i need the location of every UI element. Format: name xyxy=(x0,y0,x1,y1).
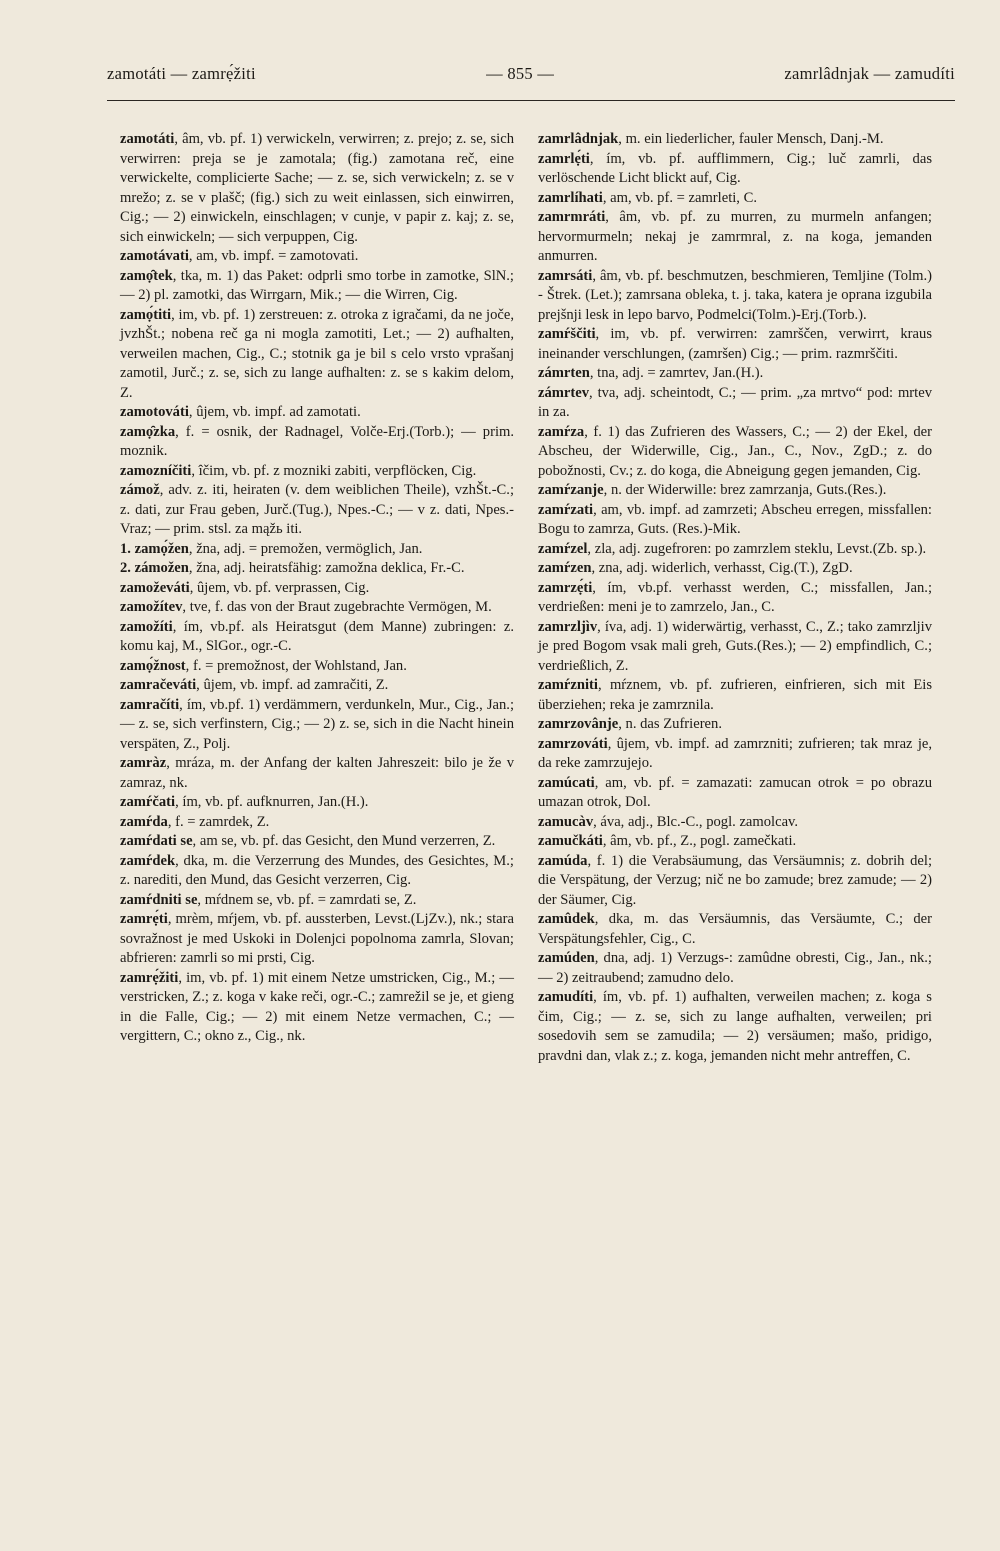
dictionary-entry xyxy=(538,189,932,209)
entry-definition: , m. ein liederlicher, fauler Mensch, Danj.-M. xyxy=(618,131,884,147)
entry-definition: , adv. z. iti, heiraten (v. dem weiblichen Theile), vzhŠt.-C.; z. dati, zur Frau geben, Jurč.(Tug.), Npes.-C.; — v z. dati, Npes.-Vraz; — prim. stsl. za mąžь iti. xyxy=(120,482,514,537)
dictionary-entry xyxy=(538,130,932,150)
entry-definition: , tna, adj. = zamrtev, Jan.(H.). xyxy=(589,365,764,381)
entry-definition: , tve, f. das von der Braut zugebrachte Vermögen, M. xyxy=(182,599,492,615)
entry-definition: , dna, adj. 1) Verzugs-: zamûdne obresti, Cig., Jan., nk.; — 2) zeitraubend; zamudno delo. xyxy=(538,950,932,986)
entry-headword: zamrzljìv xyxy=(538,618,598,635)
entry-definition: , zla, adj. zugefroren: po zamrzlem steklu, Levst.(Zb. sp.). xyxy=(587,540,927,557)
entry-definition: , mŕznem, vb. pf. zufrieren, einfrieren, sich mit Eis überziehen; reka je zamrznila. xyxy=(538,677,932,713)
left-column xyxy=(120,130,514,1047)
entry-headword: zamọ́titi xyxy=(120,306,172,323)
entry-headword: zamrzováti xyxy=(538,735,608,752)
entry-definition: , ûjem, vb. impf. ad zamotati. xyxy=(188,404,361,420)
entry-definition: , zna, adj. widerlich, verhasst, Cig.(T.), ZgD. xyxy=(591,560,853,576)
dictionary-entry xyxy=(538,813,932,833)
dictionary-entry xyxy=(538,384,932,423)
dictionary-entry xyxy=(538,150,932,189)
dictionary-entry xyxy=(538,559,932,579)
dictionary-entry xyxy=(120,910,514,969)
entry-definition: , ím, vb. pf. aufflimmern, Cig.; luč zamrli, das verlöschende Licht blickt auf, Cig. xyxy=(538,150,932,186)
entry-definition: , im, vb. pf. 1) zerstreuen: z. otroka z igračami, da ne joče, jvzhŠt.; nobena reč ga ni mogla zamotiti, Let.; — 2) aufhalten, verweilen machen, Cig., C.; stotnik ga je bil s celo vrsto vprašanj zamotil, Jurč.; z. se, sich zu lange aufhalten: z. se s kakim delom, Z. xyxy=(120,306,514,401)
entry-definition: , žna, adj. = premožen, vermöglich, Jan. xyxy=(188,540,423,557)
dictionary-entry xyxy=(120,793,514,813)
entry-definition: , mŕdnem se, vb. pf. = zamrdati se, Z. xyxy=(197,891,417,908)
entry-headword: zamŕdniti se xyxy=(120,891,198,908)
entry-definition: , ím, vb.pf. verhasst werden, C.; missfallen, Jan.; verdrießen: meni je to zamrzelo, Jan., C. xyxy=(538,579,932,615)
header-right: zamrlâdnjak — zamudíti xyxy=(784,64,955,83)
page-number: — 855 — xyxy=(486,64,555,83)
dictionary-entry xyxy=(120,657,514,677)
dictionary-entry xyxy=(120,832,514,852)
entry-definition: , mrèm, mŕjem, vb. pf. aussterben, Levst.(LjZv.), nk.; stara sovražnost je med Uskoki in Dolenjci popolnoma zamrla, Slovan; abfrieren: zamrli so mi prsti, Cig. xyxy=(120,911,514,966)
entry-headword: zamrẹ́ti xyxy=(120,911,168,927)
dictionary-entry xyxy=(538,325,932,364)
dictionary-entry xyxy=(120,247,514,267)
entry-headword: zamotáti xyxy=(120,131,175,147)
entry-definition: , ûjem, vb. impf. ad zamračiti, Z. xyxy=(196,677,389,693)
entry-headword: zamučkáti xyxy=(538,833,603,849)
entry-headword: zamožítev xyxy=(120,599,183,615)
entry-headword: zamudíti xyxy=(538,989,594,1005)
entry-definition: , im, vb. pf. verwirren: zamrščen, verwirrt, kraus ineinander verschlungen, (zamršen) Cig.; — prim. razmrščiti. xyxy=(538,326,932,362)
entry-definition: , tva, adj. scheintodt, C.; — prim. „za mrtvo“ pod: mrtev in za. xyxy=(538,384,932,420)
dictionary-entry xyxy=(120,969,514,1047)
entry-definition: , âm, vb. pf. 1) verwickeln, verwirren; z. prejo; z. se, sich verwirren: preja se je zamotala; (fig.) zamotana reč, eine verwickelte, complicierte Sache; — z. se, sich verwickeln; z. se v mrežo; z. se v plašč; (fig.) sich zu weit einlassen, sich einwirren, Cig.; — 2) einwickeln, einschlagen; v cunje, v papir z. kaj; z. se, sich einwickeln; — sich verpuppen, Cig. xyxy=(120,131,514,245)
entry-headword: zamŕzel xyxy=(538,540,588,557)
entry-definition: , f. 1) die Verabsäumung, das Versäumnis; z. dobrih del; die Verspätung, der Verzug; nič ne bo zamude; brez zamude; — 2) der Säumer, Cig. xyxy=(538,852,932,908)
entry-definition: , âm, vb. pf. beschmutzen, beschmieren, Temljine (Tolm.) - Štrek. (Let.); zamrsana obleka, t. j. taka, katera je oprana izgubila prejšnji lesk in lepo barvo, Podmelci(Tolm.)-Erj.(Torb.). xyxy=(538,267,932,323)
dictionary-entry xyxy=(120,462,514,482)
entry-definition: , ûjem, vb. pf. verprassen, Cig. xyxy=(189,579,370,596)
entry-headword: zamọ̑tek xyxy=(120,267,173,284)
dictionary-entry xyxy=(120,540,514,560)
dictionary-entry xyxy=(120,676,514,696)
dictionary-entry xyxy=(538,910,932,949)
entry-headword: zamọ̑zka xyxy=(120,423,176,440)
entry-headword: zamŕzniti xyxy=(538,677,598,693)
entry-headword: zamúden xyxy=(538,950,595,966)
entry-definition: , mráza, m. der Anfang der kalten Jahreszeit: bilo je že v zamraz, nk. xyxy=(120,755,514,791)
dictionary-entry xyxy=(120,754,514,793)
dictionary-entry xyxy=(538,774,932,813)
entry-headword: zamúda xyxy=(538,852,588,869)
entry-definition: , ím, vb. pf. 1) aufhalten, verweilen machen; z. koga s čim, Cig.; — z. se, sich zu lange aufhalten, verweilen; pri sosedovih sem se zamudila; — 2) versäumen; mašo, pridigo, pravdni dan, vlak z.; z. koga, jemanden nicht mehr antreffen, C. xyxy=(538,989,932,1064)
entry-headword: zámrtev xyxy=(538,384,590,401)
entry-definition: , tka, m. 1) das Paket: odprli smo torbe in zamotke, SlN.; — 2) pl. zamotki, das Wirrgarn, Mik.; — die Wirren, Cig. xyxy=(120,267,514,303)
dictionary-entry xyxy=(120,813,514,833)
entry-definition: , žna, adj. heiratsfähig: zamožna deklica, Fr.-C. xyxy=(188,560,465,576)
dictionary-entry xyxy=(538,715,932,735)
right-column xyxy=(538,130,932,1066)
dictionary-entry xyxy=(538,676,932,715)
entry-definition: , n. der Widerwille: brez zamrzanja, Guts.(Res.). xyxy=(603,482,887,498)
entry-headword: zamrzẹ́ti xyxy=(538,579,593,596)
entry-definition: , am se, vb. pf. das Gesicht, den Mund verzerren, Z. xyxy=(192,833,496,849)
entry-headword: zamrlíhati xyxy=(538,189,603,206)
dictionary-entry xyxy=(120,559,514,579)
entry-definition: , f. = zamrdek, Z. xyxy=(167,813,270,830)
entry-headword: zamŕzanje xyxy=(538,482,604,498)
dictionary-entry xyxy=(538,832,932,852)
entry-headword: zamucàv xyxy=(538,813,594,830)
entry-headword: zamûdek xyxy=(538,911,595,927)
page-header xyxy=(107,64,955,84)
entry-definition: , ím, vb.pf. 1) verdämmern, verdunkeln, Mur., Cig., Jan.; — z. se, sich verfinstern, Cig.; — 2) z. se, sich in die Nacht hinein verspäten, Z., Polj. xyxy=(120,696,514,752)
entry-headword: zamŕdati se xyxy=(120,833,193,849)
dictionary-entry xyxy=(538,208,932,267)
entry-headword: zamrlâdnjak xyxy=(538,131,619,147)
dictionary-entry xyxy=(538,364,932,384)
dictionary-entry xyxy=(120,481,514,540)
entry-headword: zamrmráti xyxy=(538,209,606,225)
entry-headword: zamrlẹ́ti xyxy=(538,150,590,167)
dictionary-entry xyxy=(538,735,932,774)
dictionary-entry xyxy=(120,891,514,911)
dictionary-entry xyxy=(120,852,514,891)
entry-definition: , ûjem, vb. impf. ad zamrzniti; zufrieren; tak mraz je, da reke zamrzujejo. xyxy=(538,735,932,771)
entry-headword: zamúcati xyxy=(538,774,595,791)
dictionary-entry xyxy=(538,267,932,326)
entry-headword: zamožíti xyxy=(120,618,173,635)
entry-headword: zamračeváti xyxy=(120,677,197,693)
entry-headword: zamŕčati xyxy=(120,794,176,810)
entry-headword: zamoževáti xyxy=(120,579,190,596)
dictionary-entry xyxy=(538,481,932,501)
entry-definition: , f. = premožnost, der Wohlstand, Jan. xyxy=(185,657,407,674)
entry-headword: zamrsáti xyxy=(538,267,593,284)
entry-headword: zámrten xyxy=(538,365,590,381)
entry-headword: zamrẹ́žiti xyxy=(120,969,179,986)
dictionary-entry xyxy=(120,403,514,423)
dictionary-entry xyxy=(538,988,932,1066)
entry-headword: zamŕdek xyxy=(120,852,176,869)
entry-definition: , îčim, vb. pf. z mozniki zabiti, verpflöcken, Cig. xyxy=(191,462,477,479)
entry-headword: zamràz xyxy=(120,755,167,771)
entry-definition: , f. = osnik, der Radnagel, Volče-Erj.(Torb.); — prim. moznik. xyxy=(120,423,514,459)
dictionary-entry xyxy=(538,501,932,540)
dictionary-entry xyxy=(538,423,932,482)
entry-definition: , f. 1) das Zufrieren des Wassers, C.; — 2) der Ekel, der Abscheu, der Widerwille, Cig., Jan., C., Nov., ZgD.; z. do pobožnosti, Cv.; z. do koga, die Abneigung gegen jemanden, Cig. xyxy=(538,423,932,479)
entry-definition: , am, vb. impf. = zamotovati. xyxy=(188,248,359,264)
entry-headword: zamŕzen xyxy=(538,560,592,576)
entry-headword: zamozníčiti xyxy=(120,462,192,479)
entry-definition: , dka, m. das Versäumnis, das Versäumte, C.; der Verspätungsfehler, Cig., C. xyxy=(538,911,932,947)
entry-headword: zamotováti xyxy=(120,404,189,420)
dictionary-entry xyxy=(120,579,514,599)
entry-definition: , ím, vb. pf. aufknurren, Jan.(H.). xyxy=(175,794,369,810)
entry-definition: , am, vb. pf. = zamazati: zamucan otrok = po obrazu umazan otrok, Dol. xyxy=(538,774,932,810)
entry-headword: zamrzovânje xyxy=(538,716,619,732)
entry-headword: zamŕzati xyxy=(538,501,594,518)
entry-definition: , ím, vb.pf. als Heiratsgut (dem Manne) zubringen: z. komu kaj, M., SlGor., ogr.-C. xyxy=(120,618,514,654)
header-rule xyxy=(107,100,955,101)
entry-headword: 2. zámožen xyxy=(120,560,189,576)
entry-definition: , am, vb. impf. ad zamrzeti; Abscheu erregen, missfallen: Bogu to zamrza, Guts. (Res.)-Mik. xyxy=(538,501,932,537)
entry-headword: zamọ́žnost xyxy=(120,657,186,674)
dictionary-entry xyxy=(538,618,932,677)
dictionary-entry xyxy=(538,579,932,618)
dictionary-entry xyxy=(120,130,514,247)
dictionary-entry xyxy=(538,852,932,911)
dictionary-entry xyxy=(120,267,514,306)
entry-headword: zamŕda xyxy=(120,813,168,830)
entry-definition: , âm, vb. pf., Z., pogl. zamečkati. xyxy=(602,833,797,849)
dictionary-entry xyxy=(538,949,932,988)
entry-headword: zamračíti xyxy=(120,696,180,713)
dictionary-entry xyxy=(120,306,514,404)
entry-definition: , am, vb. pf. = zamrleti, C. xyxy=(602,189,757,206)
dictionary-entry xyxy=(120,696,514,755)
header-left: zamotáti — zamrẹ́žiti xyxy=(107,64,256,83)
entry-headword: zamŕščiti xyxy=(538,326,596,342)
entry-headword: 1. zamọ́žen xyxy=(120,540,189,557)
entry-definition: , áva, adj., Blc.-C., pogl. zamolcav. xyxy=(593,813,799,830)
entry-definition: , n. das Zufrieren. xyxy=(618,716,722,732)
dictionary-entry xyxy=(120,598,514,618)
dictionary-entry xyxy=(120,423,514,462)
entry-headword: zámož xyxy=(120,482,160,498)
entry-definition: , im, vb. pf. 1) mit einem Netze umstricken, Cig., M.; — verstricken, Z.; z. koga v kake reči, ogr.-C.; zamrežil se je, et gieng in die Falle, Cig.; — 2) mit einem Netze vermachen, C.; — vergittern, C.; okno z., Cig., nk. xyxy=(120,969,514,1044)
entry-headword: zamotávati xyxy=(120,248,189,264)
entry-definition: , dka, m. die Verzerrung des Mundes, des Gesichtes, M.; z. narediti, den Mund, das Gesicht verzerren, Cig. xyxy=(120,852,514,888)
entry-definition: , âm, vb. pf. zu murren, zu murmeln anfangen; hervormurmeln; nekaj je zamrmral, z. na koga, jemanden anmurren. xyxy=(538,209,932,264)
entry-headword: zamŕza xyxy=(538,423,585,440)
dictionary-entry xyxy=(120,618,514,657)
entry-definition: , íva, adj. 1) widerwärtig, verhasst, C., Z.; tako zamrzljiv je pred Bogom vsak mali greh, Guts.(Res.); — 2) empfindlich, C.; verdrießlich, Z. xyxy=(538,618,932,674)
dictionary-entry xyxy=(538,540,932,560)
